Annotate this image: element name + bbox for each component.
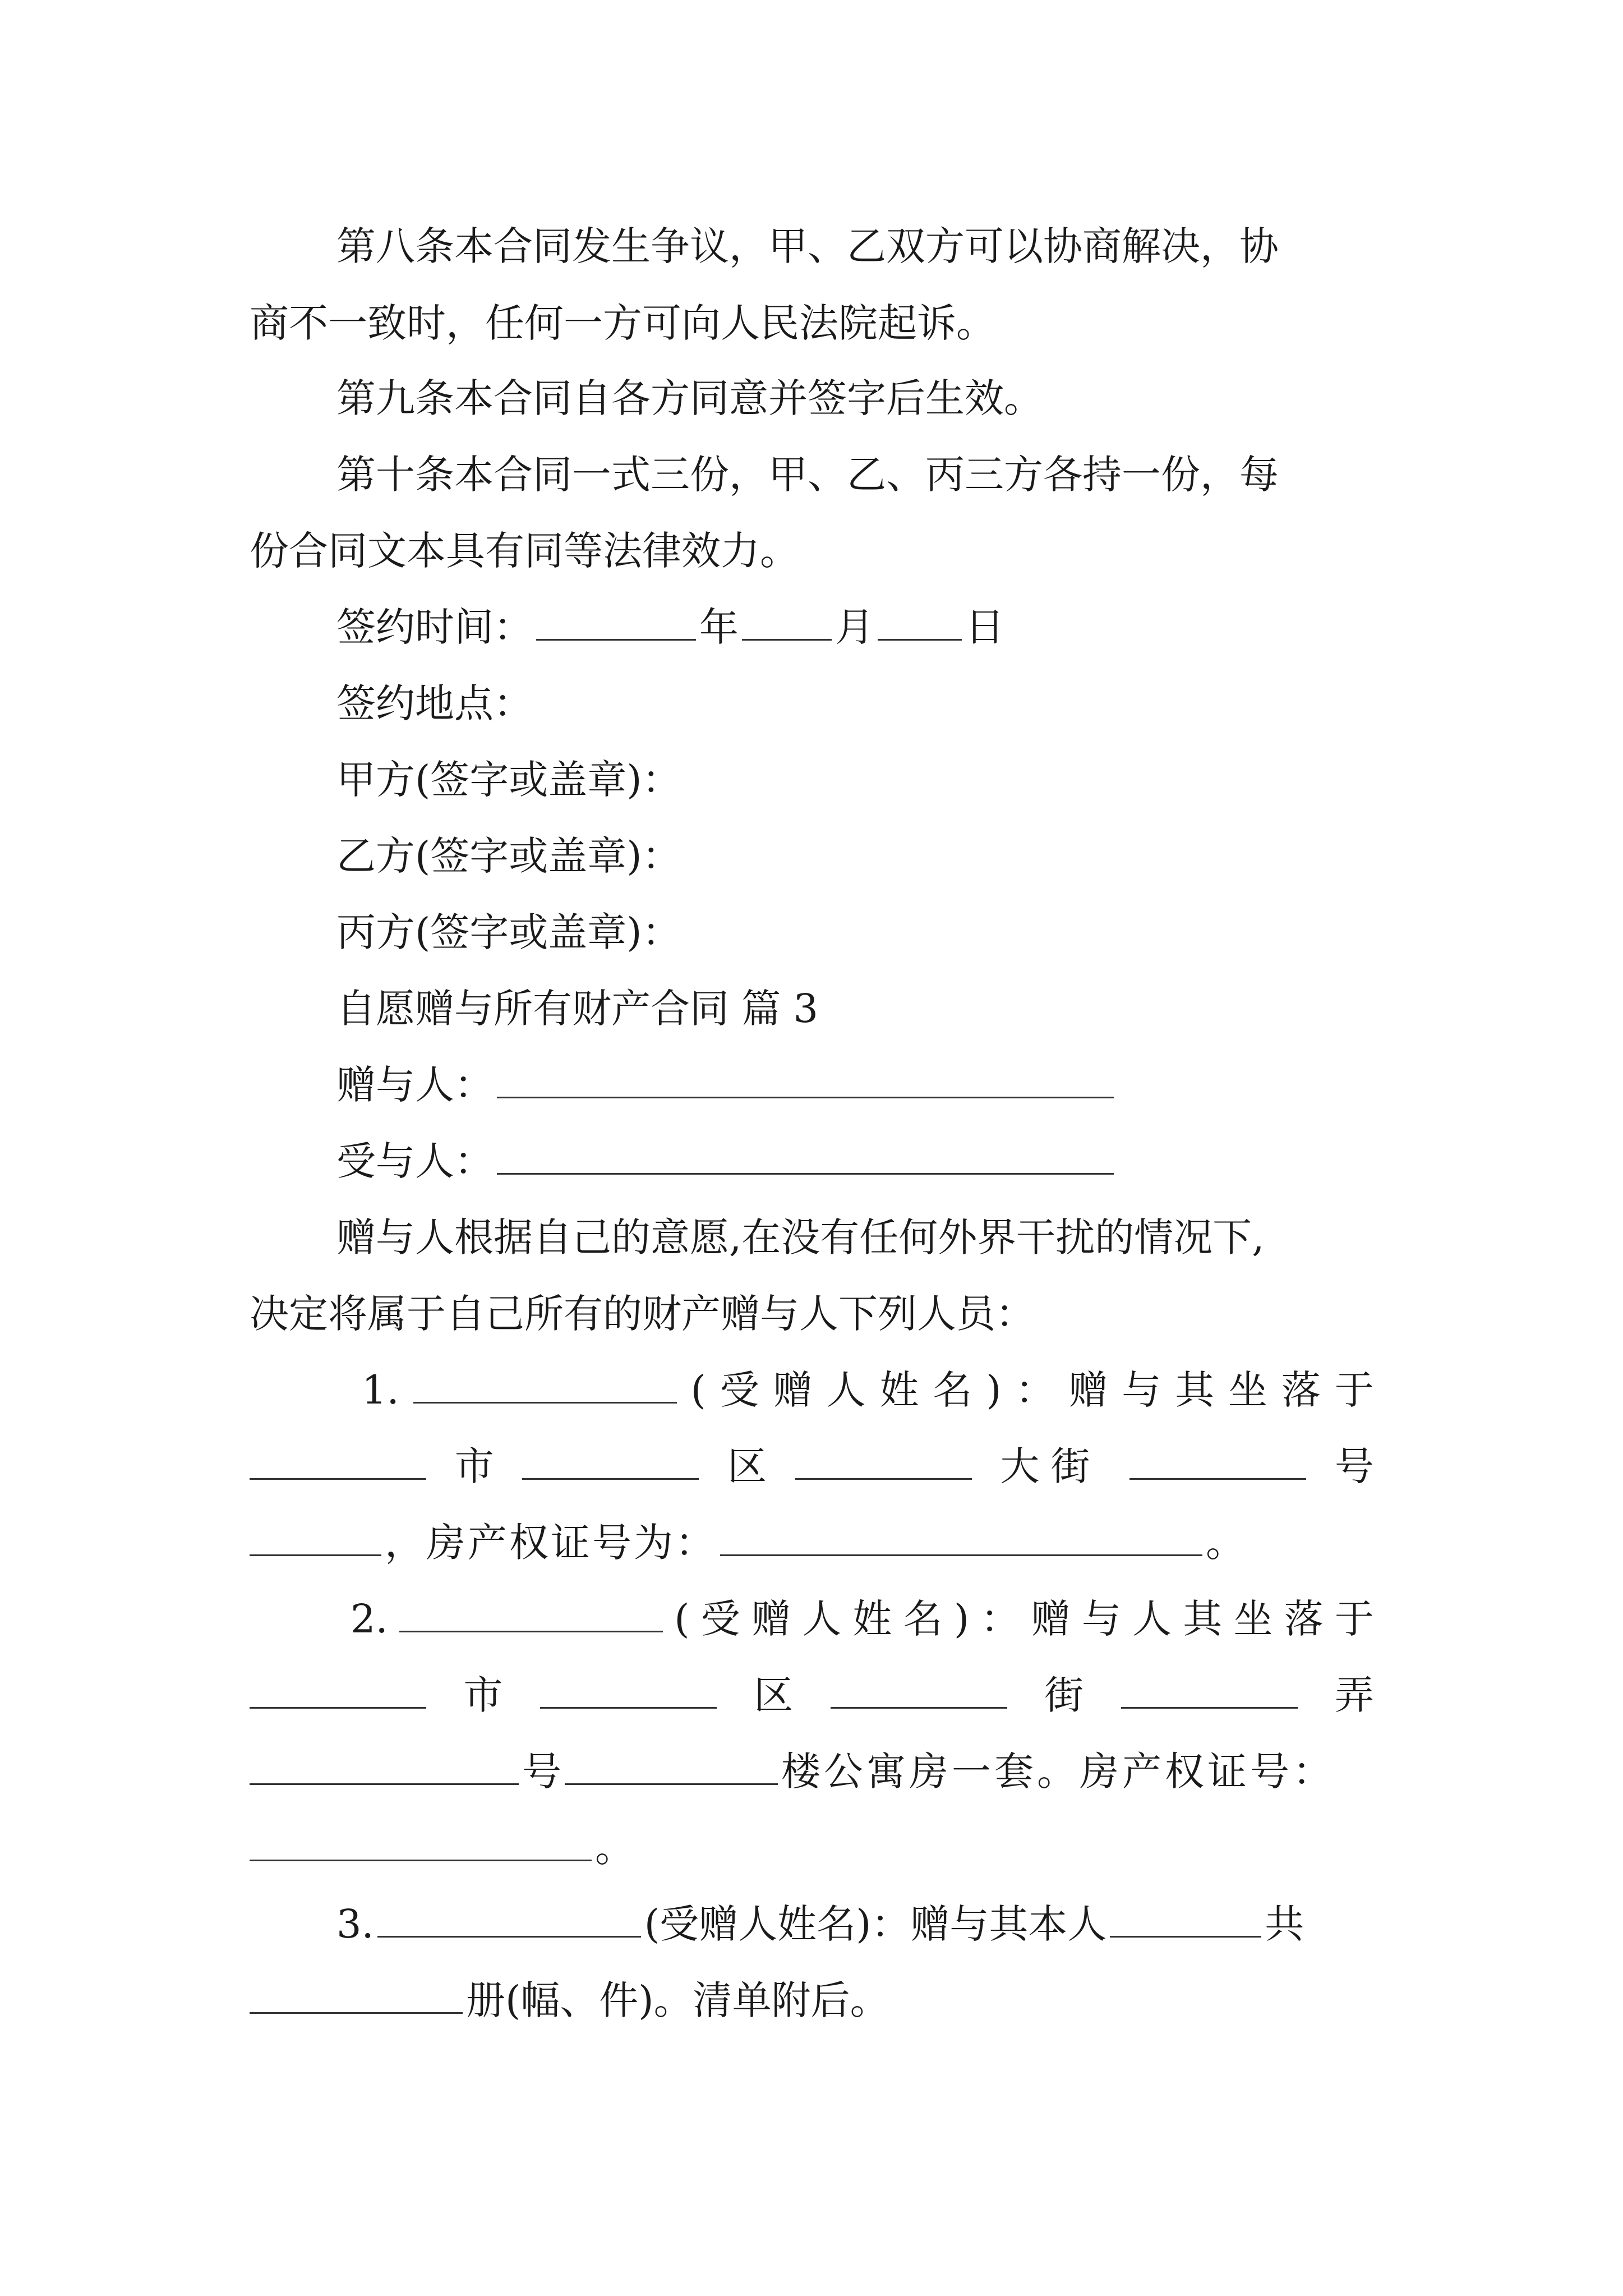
item-2-line-3 <box>250 1740 1374 1803</box>
day-label: 日 <box>965 604 1004 650</box>
char: 赠 <box>1068 1367 1108 1413</box>
day-blank[interactable] <box>878 604 962 641</box>
char: ( <box>690 1367 706 1413</box>
party-a-signature: 甲方(签字或盖章)： <box>336 757 681 803</box>
item-2-donee-name-blank[interactable] <box>399 1596 663 1632</box>
item-3-number: 3. <box>336 1901 374 1947</box>
item-1-cert-blank[interactable] <box>720 1520 1202 1556</box>
donor-row <box>250 1053 1461 1116</box>
item-1-number-label: 号 <box>1334 1443 1374 1489</box>
item-1-unit-blank[interactable] <box>250 1520 381 1556</box>
party-c-signature: 丙方(签字或盖章)： <box>336 909 681 955</box>
item-1-street-blank[interactable] <box>795 1443 972 1480</box>
item-2-number-blank[interactable] <box>250 1749 519 1785</box>
article-8-line-2: 商不一致时，任何一方可向人民法院起诉。 <box>250 300 995 346</box>
item-2-building-blank[interactable] <box>565 1749 778 1785</box>
char: 其 <box>1175 1367 1215 1413</box>
char: 名 <box>903 1596 943 1642</box>
section-3-title: 自愿赠与所有财产合同 篇 3 <box>336 986 819 1032</box>
item-2-lane-blank[interactable] <box>1121 1672 1298 1709</box>
party-b-signature: 乙方(签字或盖章)： <box>336 833 681 879</box>
item-3-item-blank[interactable] <box>1110 1901 1261 1938</box>
item-2-cert-blank[interactable] <box>250 1825 592 1861</box>
item-2-city-label: 市 <box>463 1672 503 1718</box>
article-10-line-2: 份合同文本具有同等法律效力。 <box>250 528 799 574</box>
char: 赠 <box>1031 1596 1071 1642</box>
item-1-donee-name-blank[interactable] <box>413 1367 677 1404</box>
item-2-end: 。 <box>595 1825 634 1871</box>
char: ) <box>986 1367 1002 1413</box>
month-label: 月 <box>835 604 874 650</box>
article-10-line-1: 第十条本合同一式三份，甲、乙、丙三方各持一份，每 <box>336 452 1279 498</box>
item-1-city-blank[interactable] <box>250 1443 426 1480</box>
item-3-donee-name-blank[interactable] <box>377 1901 641 1938</box>
donee-label: 受与人： <box>336 1138 494 1184</box>
signing-place: 签约地点： <box>336 680 533 726</box>
article-8-line-1: 第八条本合同发生争议，甲、乙双方可以协商解决，协 <box>336 223 1279 269</box>
char: ： <box>980 1596 1020 1642</box>
item-3-text: (受赠人姓名)：赠与其本人 <box>644 1901 1107 1947</box>
donor-blank[interactable] <box>497 1062 1114 1098</box>
item-2-lane-label: 弄 <box>1334 1672 1374 1718</box>
donee-row <box>250 1130 1461 1193</box>
item-1-cert-label: ，房产权证号为： <box>385 1520 717 1566</box>
char: 于 <box>1334 1596 1374 1642</box>
char: 姓 <box>852 1596 892 1642</box>
item-1-line-2 <box>250 1435 1374 1498</box>
char: 受 <box>700 1596 740 1642</box>
char: 名 <box>933 1367 972 1413</box>
char: 落 <box>1284 1596 1324 1642</box>
item-2-line-2 <box>250 1664 1374 1727</box>
item-2-city-blank[interactable] <box>250 1672 426 1709</box>
char: 于 <box>1334 1367 1374 1413</box>
year-blank[interactable] <box>536 604 696 641</box>
donor-label: 赠与人： <box>336 1062 494 1108</box>
item-1-line-1 <box>250 1359 1374 1421</box>
item-2-line-1 <box>250 1588 1374 1650</box>
char: 受 <box>720 1367 759 1413</box>
char: 与 <box>1081 1596 1121 1642</box>
item-3-line-2 <box>250 1969 1374 2032</box>
signing-time-label: 签约时间： <box>336 604 533 650</box>
char: 其 <box>1183 1596 1223 1642</box>
item-1-end: 。 <box>1206 1520 1245 1566</box>
char: ( <box>674 1596 690 1642</box>
item-2-street-blank[interactable] <box>831 1672 1007 1709</box>
item-2-line-4 <box>250 1816 1374 1879</box>
intro-line-2: 决定将属于自己所有的财产赠与人下列人员： <box>250 1291 1035 1337</box>
item-1-district-blank[interactable] <box>522 1443 699 1480</box>
char: ： <box>1015 1367 1055 1413</box>
char: 姓 <box>879 1367 919 1413</box>
item-1-street-label: 大街 <box>1000 1443 1101 1489</box>
item-2-district-blank[interactable] <box>540 1672 717 1709</box>
item-3-line-1 <box>250 1893 1461 1955</box>
intro-line-1: 赠与人根据自己的意愿,在没有任何外界干扰的情况下, <box>336 1214 1265 1260</box>
item-1-line-3 <box>250 1511 1374 1574</box>
char: 人 <box>802 1596 842 1642</box>
donee-blank[interactable] <box>497 1138 1114 1175</box>
char: 人 <box>826 1367 866 1413</box>
item-2-district-label: 区 <box>754 1672 794 1718</box>
item-2-street-label: 街 <box>1044 1672 1084 1718</box>
char: 落 <box>1281 1367 1321 1413</box>
signing-time <box>250 596 1461 659</box>
year-label: 年 <box>699 604 739 650</box>
item-2-number-label: 号 <box>522 1749 561 1795</box>
month-blank[interactable] <box>742 604 832 641</box>
char: 与 <box>1122 1367 1161 1413</box>
article-9: 第九条本合同自各方同意并签字后生效。 <box>336 375 1043 421</box>
char: ) <box>953 1596 970 1642</box>
item-1-number-blank[interactable] <box>1129 1443 1306 1480</box>
item-1-number: 1. <box>362 1367 399 1413</box>
char: 赠 <box>751 1596 791 1642</box>
item-2-building-label: 楼公寓房一套。房产权证号： <box>781 1749 1335 1795</box>
item-3-gong: 共 <box>1265 1901 1304 1947</box>
char: 赠 <box>773 1367 813 1413</box>
item-1-city-label: 市 <box>454 1443 494 1489</box>
item-3-count-blank[interactable] <box>250 1977 463 2014</box>
item-1-district-label: 区 <box>727 1443 767 1489</box>
char: 坐 <box>1233 1596 1273 1642</box>
item-2-number: 2. <box>351 1596 388 1642</box>
item-3-tail: 册(幅、件)。清单附后。 <box>466 1977 889 2023</box>
char: 人 <box>1132 1596 1172 1642</box>
char: 坐 <box>1228 1367 1267 1413</box>
